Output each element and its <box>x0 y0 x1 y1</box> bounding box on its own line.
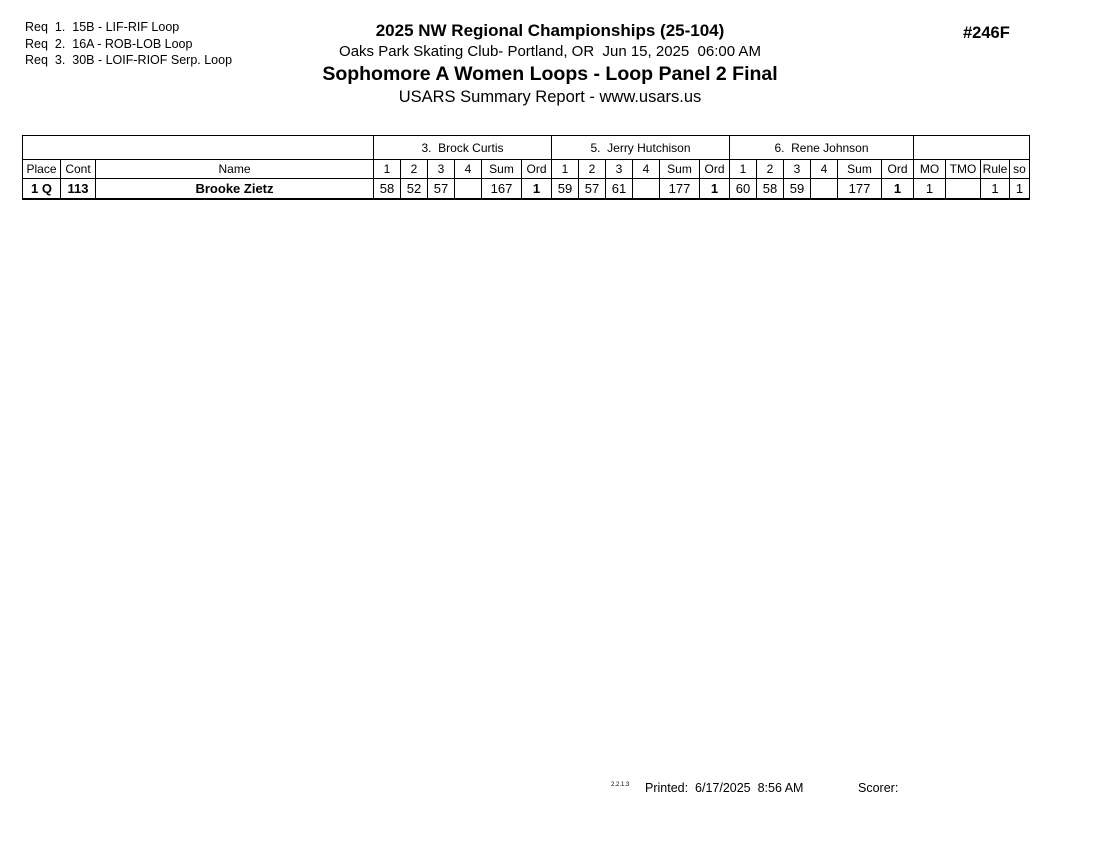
col-header-j3-ord: Ord <box>882 160 914 179</box>
col-header-j1-3: 3 <box>428 160 455 179</box>
place-cell: 1 Q <box>23 179 61 200</box>
judge-names-row <box>23 136 1030 160</box>
col-header-place: Place <box>23 160 61 179</box>
judge-3-name: 6. Rene Johnson <box>730 136 914 160</box>
col-header-j2-3: 3 <box>606 160 633 179</box>
tmo-cell <box>946 179 981 200</box>
col-header-j1-1: 1 <box>374 160 401 179</box>
software-version: 2.2.1.3 <box>611 782 630 788</box>
col-header-j1-sum: Sum <box>482 160 522 179</box>
j2-score-4 <box>633 179 660 200</box>
event-title: Sophomore A Women Loops - Loop Panel 2 Final <box>322 63 778 85</box>
j3-sum: 177 <box>838 179 882 200</box>
col-header-tmo: TMO <box>946 160 981 179</box>
col-header-name: Name <box>96 160 374 179</box>
judge-row-left-spacer <box>23 136 374 160</box>
j1-sum: 167 <box>482 179 522 200</box>
scorer-label: Scorer: <box>858 781 899 795</box>
col-header-j1-4: 4 <box>455 160 482 179</box>
printed-timestamp: Printed: 6/17/2025 8:56 AM <box>645 781 804 795</box>
col-header-j1-ord: Ord <box>522 160 552 179</box>
j1-score-1: 58 <box>374 179 401 200</box>
j3-score-1: 60 <box>730 179 757 200</box>
rule-cell: 1 <box>981 179 1010 200</box>
report-type-title: USARS Summary Report - www.usars.us <box>398 88 702 106</box>
j3-score-3: 59 <box>784 179 811 200</box>
col-header-j3-sum: Sum <box>838 160 882 179</box>
judge-row-right-spacer <box>914 136 1030 160</box>
col-header-j2-ord: Ord <box>700 160 730 179</box>
result-row <box>23 179 1030 200</box>
j1-score-3: 57 <box>428 179 455 200</box>
col-header-rule: Rule <box>981 160 1010 179</box>
col-header-j2-1: 1 <box>552 160 579 179</box>
j1-ordinal: 1 <box>522 179 552 200</box>
results-table <box>22 135 1030 200</box>
col-header-j3-3: 3 <box>784 160 811 179</box>
judge-1-name: 3. Brock Curtis <box>374 136 552 160</box>
col-header-so: so <box>1010 160 1030 179</box>
j2-score-1: 59 <box>552 179 579 200</box>
col-header-j3-2: 2 <box>757 160 784 179</box>
requirement-line-3: Req 3. 30B - LOIF-RIOF Serp. Loop <box>25 53 233 67</box>
judge-2-name: 5. Jerry Hutchison <box>552 136 730 160</box>
championship-title: 2025 NW Regional Championships (25-104) <box>375 21 725 40</box>
requirement-line-2: Req 2. 16A - ROB-LOB Loop <box>25 36 193 51</box>
contestant-number-cell: 113 <box>61 179 96 200</box>
col-header-j2-2: 2 <box>579 160 606 179</box>
col-header-j3-1: 1 <box>730 160 757 179</box>
col-header-j2-4: 4 <box>633 160 660 179</box>
col-header-j1-2: 2 <box>401 160 428 179</box>
j2-ordinal: 1 <box>700 179 730 200</box>
so-cell: 1 <box>1010 179 1030 200</box>
j1-score-2: 52 <box>401 179 428 200</box>
col-header-cont: Cont <box>61 160 96 179</box>
col-header-j2-sum: Sum <box>660 160 700 179</box>
report-header <box>0 20 1100 108</box>
j3-ordinal: 1 <box>882 179 914 200</box>
col-header-j3-4: 4 <box>811 160 838 179</box>
j1-score-4 <box>455 179 482 200</box>
venue-date-line: Oaks Park Skating Club- Portland, OR Jun 15, 2025 06:00 AM <box>339 43 761 60</box>
event-number: #246F <box>963 24 1010 42</box>
j2-score-2: 57 <box>579 179 606 200</box>
skater-name-cell: Brooke Zietz <box>96 179 374 200</box>
j3-score-2: 58 <box>757 179 784 200</box>
mo-cell: 1 <box>914 179 946 200</box>
col-header-mo: MO <box>914 160 946 179</box>
column-header-row <box>23 160 1030 179</box>
j2-sum: 177 <box>660 179 700 200</box>
j2-score-3: 61 <box>606 179 633 200</box>
j3-score-4 <box>811 179 838 200</box>
requirement-line-1: Req 1. 15B - LIF-RIF Loop <box>25 20 180 34</box>
